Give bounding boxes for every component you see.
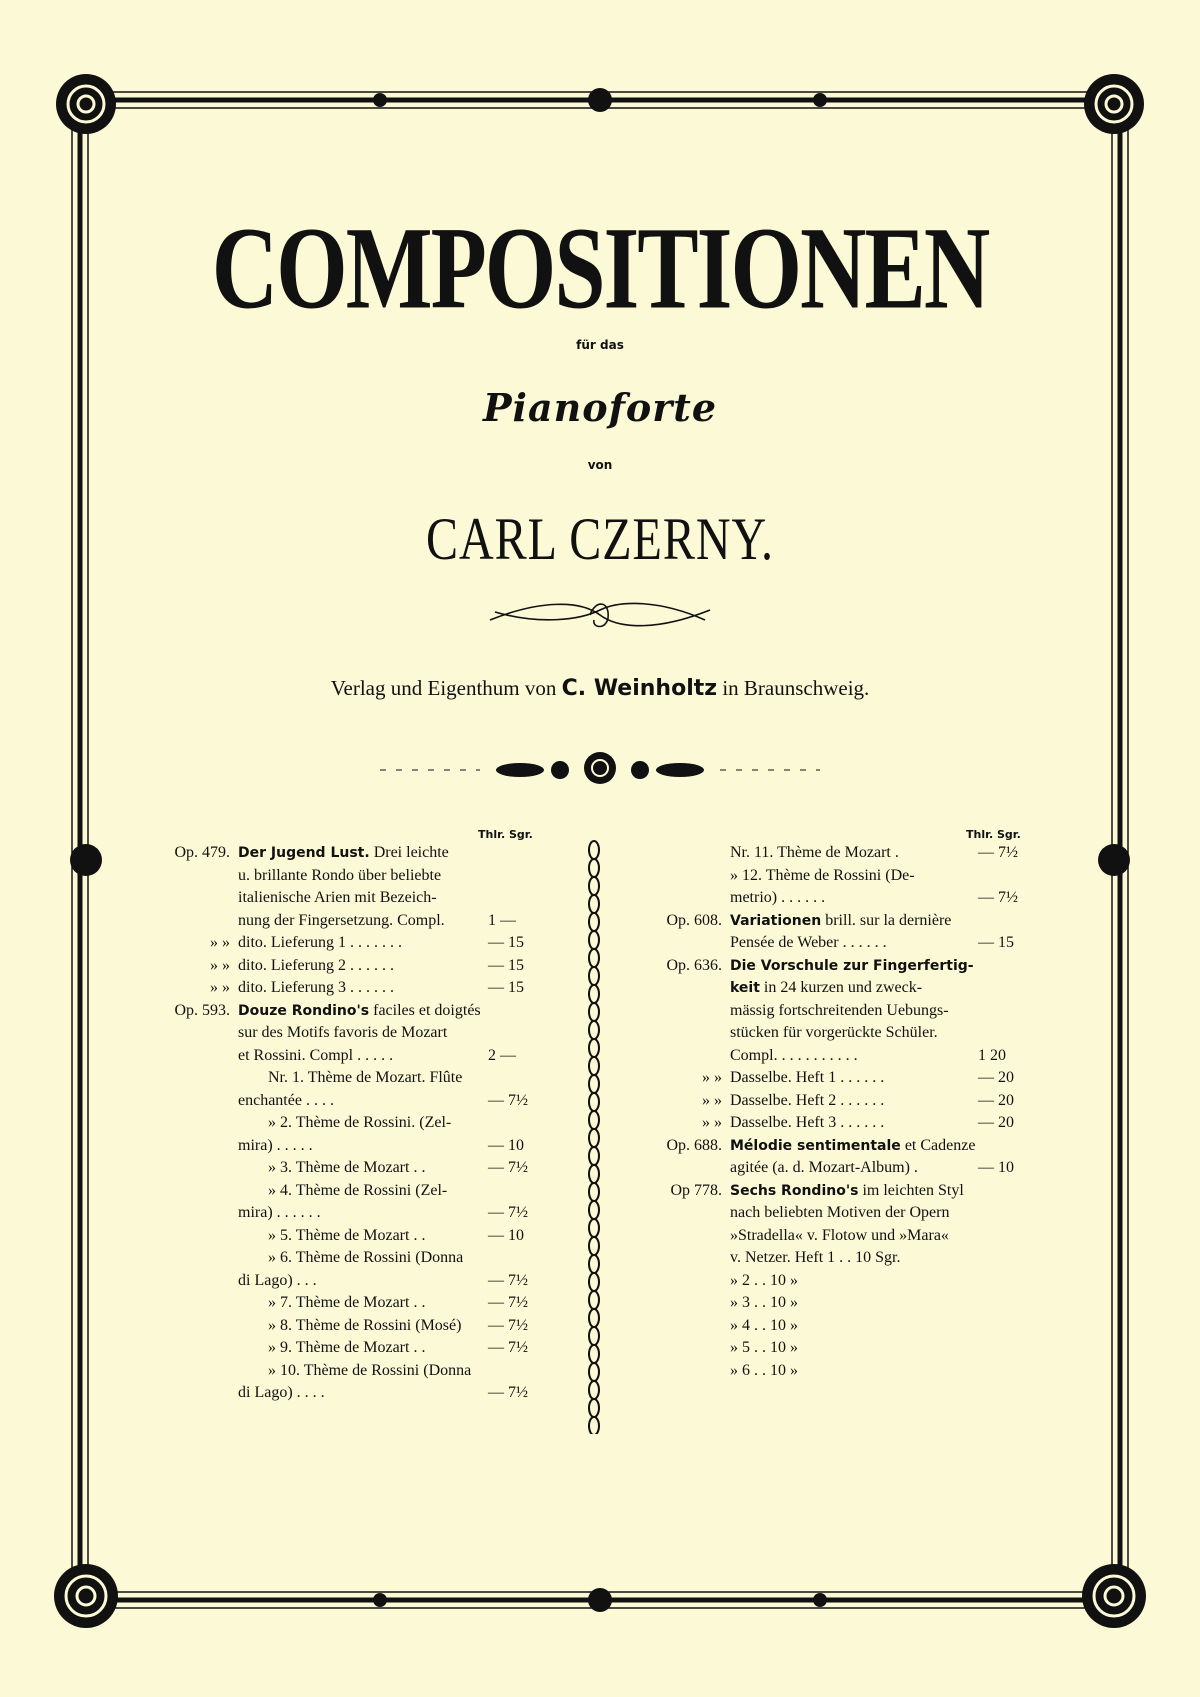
entry-text: mira) . . . . . . (238, 1204, 321, 1221)
catalogue-entry (150, 1022, 550, 1045)
entry-description (730, 1360, 978, 1383)
opus-number: » » (702, 1114, 722, 1131)
entry-price: — 7½ (488, 1316, 528, 1334)
entry-price: — 7½ (978, 889, 1018, 906)
entry-text: » 3. Thème de Mozart . . (268, 1159, 426, 1176)
entry-description (238, 1337, 488, 1360)
work-title: Die Vorschule zur Fingerfertig- (730, 957, 974, 974)
entry-text: im leichten Styl (862, 1181, 964, 1199)
entry-description (238, 1022, 488, 1045)
entry-text: et Rossini. Compl . . . . . (238, 1046, 394, 1064)
entry-description (730, 1112, 978, 1135)
entry-text: Pensée de Weber . . . . . . (730, 934, 887, 951)
entry-price: — 7½ (488, 1294, 528, 1311)
entry-description (730, 955, 978, 978)
catalogue-entry (150, 1247, 550, 1270)
entry-text: Nr. 1. Thème de Mozart. Flûte (268, 1069, 463, 1086)
entry-price: — 7½ (488, 1271, 528, 1289)
catalogue-entry (150, 932, 550, 955)
entry-description (730, 865, 978, 888)
entry-price: — 15 (488, 956, 524, 974)
catalogue-entry (636, 1157, 1040, 1180)
catalogue-entry (150, 1180, 550, 1203)
catalogue-entry (150, 1315, 550, 1338)
entry-description (238, 1067, 488, 1090)
entry-description (730, 1247, 978, 1270)
entry-price: — 15 (488, 934, 524, 951)
entry-price: — 7½ (488, 1339, 528, 1356)
entry-description (730, 977, 978, 1000)
entry-text: di Lago) . . . (238, 1271, 317, 1289)
catalogue-entry (636, 865, 1040, 888)
entry-price: — 15 (978, 934, 1014, 951)
entry-description (238, 1225, 488, 1248)
entry-description (730, 1000, 978, 1023)
entry-text: » 3 . . 10 » (730, 1294, 798, 1311)
catalogue-entry (636, 1022, 1040, 1045)
catalogue-entry (150, 1090, 550, 1113)
work-title: Douze Rondino's (238, 1002, 370, 1019)
divider-ornament (380, 748, 820, 792)
entry-text: » 6. Thème de Rossini (Donna (268, 1249, 464, 1266)
opus-number: Op 778. (670, 1181, 722, 1199)
catalogue-entry (150, 1135, 550, 1158)
entry-text: agitée (a. d. Mozart-Album) . (730, 1159, 918, 1176)
entry-description (238, 1315, 488, 1338)
entry-text: mira) . . . . . (238, 1136, 313, 1154)
entry-text: dito. Lieferung 3 . . . . . . (238, 979, 394, 996)
entry-description (238, 1382, 488, 1405)
entry-description (238, 955, 488, 978)
work-title: Mélodie sentimentale (730, 1137, 901, 1154)
catalogue-entry (636, 1360, 1040, 1383)
entry-text: » 4 . . 10 » (730, 1316, 798, 1334)
entry-text: » 8. Thème de Rossini (Mosé) (268, 1316, 462, 1334)
entry-description (238, 1292, 488, 1315)
publisher-pre: Verlag und Eigenthum von (330, 676, 557, 700)
catalogue-entry (150, 1292, 550, 1315)
catalogue-entry (150, 865, 550, 888)
entry-description (730, 842, 978, 865)
entry-description (238, 1090, 488, 1113)
entry-text: enchantée . . . . (238, 1091, 334, 1109)
entry-price: 1 — (488, 911, 516, 929)
entry-description (730, 1225, 978, 1248)
entry-description (730, 1135, 978, 1158)
opus-number: » » (210, 979, 230, 996)
entry-text: » 5. Thème de Mozart . . (268, 1226, 426, 1244)
entry-text: nung der Fingersetzung. Compl. (238, 911, 445, 929)
publisher-post: in Braunschweig. (722, 676, 870, 700)
catalogue-entry (150, 1000, 550, 1023)
entry-description (730, 1157, 978, 1180)
entry-description (730, 1202, 978, 1225)
entry-description (730, 1090, 978, 1113)
catalogue-entry (636, 1067, 1040, 1090)
entry-description (730, 1337, 978, 1360)
catalogue-entry (636, 1112, 1040, 1135)
entry-description (238, 1135, 488, 1158)
entry-description (238, 1157, 488, 1180)
entry-price: — 7½ (488, 1091, 528, 1109)
entry-text: et Cadenze (904, 1136, 976, 1154)
catalogue-entry (636, 1292, 1040, 1315)
entry-price: — 7½ (488, 1204, 528, 1221)
entry-text: dito. Lieferung 1 . . . . . . . (238, 934, 402, 951)
catalogue-entry (636, 1202, 1040, 1225)
entry-text: » 7. Thème de Mozart . . (268, 1294, 426, 1311)
opus-number: » » (210, 956, 230, 974)
entry-text: di Lago) . . . . (238, 1384, 325, 1401)
entry-text: » 4. Thème de Rossini (Zel- (268, 1181, 448, 1199)
entry-price: — 20 (978, 1114, 1014, 1131)
catalogue-entry (636, 1270, 1040, 1293)
catalogue-entry (150, 1360, 550, 1383)
entry-price: — 15 (488, 979, 524, 996)
entry-text: brill. sur la dernière (825, 911, 952, 929)
publisher-name: C. Weinholtz (561, 676, 718, 701)
entry-description (238, 1202, 488, 1225)
entry-text: dito. Lieferung 2 . . . . . . (238, 956, 394, 974)
entry-text: » 5 . . 10 » (730, 1339, 798, 1356)
catalogue-entry (150, 1337, 550, 1360)
entry-description (730, 1022, 978, 1045)
page-title: COMPOSITIONEN (211, 202, 989, 334)
flourish-ornament (480, 590, 720, 640)
opus-number: Op. 593. (174, 1001, 230, 1019)
entry-description (238, 977, 488, 1000)
entry-description (238, 1247, 488, 1270)
opus-number: Op. 608. (666, 911, 722, 929)
catalogue-entry (150, 887, 550, 910)
catalogue-entry (150, 1157, 550, 1180)
column-divider-chain (582, 838, 606, 1434)
entry-text: » 2 . . 10 » (730, 1271, 798, 1289)
entry-text: metrio) . . . . . . (730, 889, 826, 906)
opus-number: » » (702, 1069, 722, 1086)
entry-price: 2 — (488, 1046, 516, 1064)
entry-description (238, 865, 488, 888)
catalogue-left (150, 828, 550, 1405)
work-title: keit (730, 980, 760, 996)
entry-text: » 2. Thème de Rossini. (Zel- (268, 1114, 452, 1131)
opus-number: Op. 688. (666, 1136, 722, 1154)
entry-description (238, 932, 488, 955)
entry-description (238, 1000, 488, 1023)
entry-text: Dasselbe. Heft 1 . . . . . . (730, 1069, 885, 1086)
price-header-left: Thlr. Sgr. (478, 828, 533, 841)
entry-price: — 10 (488, 1226, 524, 1244)
entry-description (238, 1270, 488, 1293)
entry-description (238, 1360, 488, 1383)
catalogue-entry (636, 1315, 1040, 1338)
work-title: Der Jugend Lust. (238, 845, 370, 861)
fuer-das-text: für das (576, 338, 624, 352)
entry-price: 1 20 (978, 1046, 1006, 1064)
instrument-title: Pianoforte (482, 385, 718, 430)
entry-price: — 10 (488, 1136, 524, 1154)
catalogue-entry (636, 1337, 1040, 1360)
entry-price: — 7½ (978, 844, 1018, 861)
entry-text: in 24 kurzen und zweck- (763, 979, 923, 996)
catalogue-entry (636, 932, 1040, 955)
entry-text: v. Netzer. Heft 1 . . 10 Sgr. (730, 1249, 901, 1266)
entry-text: » 9. Thème de Mozart . . (268, 1339, 426, 1356)
entry-text: faciles et doigtés (373, 1001, 481, 1019)
catalogue-entry (150, 1225, 550, 1248)
entry-description (238, 842, 488, 865)
entry-description (238, 1112, 488, 1135)
entry-text: Drei leichte (373, 844, 449, 861)
entry-text: » 10. Thème de Rossini (Donna (268, 1361, 472, 1379)
catalogue-entry (150, 1270, 550, 1293)
entry-description (238, 1180, 488, 1203)
catalogue-entry (636, 1135, 1040, 1158)
entry-text: »Stradella« v. Flotow und »Mara« (730, 1226, 949, 1244)
entry-description (238, 910, 488, 933)
entry-description (238, 1045, 488, 1068)
entry-text: Compl. . . . . . . . . . . (730, 1046, 858, 1064)
catalogue-entry (636, 1180, 1040, 1203)
opus-number: » » (702, 1091, 722, 1109)
entry-price: — 20 (978, 1091, 1014, 1109)
entry-price: — 20 (978, 1069, 1014, 1086)
von-text: von (587, 458, 613, 472)
opus-number: Op. 479. (174, 844, 230, 861)
catalogue-entry (636, 1000, 1040, 1023)
publisher-line (0, 676, 1200, 701)
entry-text: Dasselbe. Heft 2 . . . . . . (730, 1091, 885, 1109)
entry-price: — 10 (978, 1159, 1014, 1176)
entry-description (730, 1180, 978, 1203)
entry-text: mässig fortschreitenden Uebungs- (730, 1001, 949, 1019)
entry-description (730, 910, 978, 933)
opus-number: Op. 636. (666, 956, 722, 974)
entry-price: — 7½ (488, 1384, 528, 1401)
entry-price: — 7½ (488, 1159, 528, 1176)
catalogue-entry (150, 1067, 550, 1090)
catalogue-entry (150, 977, 550, 1000)
catalogue-right (636, 828, 1040, 1382)
entry-text: italienische Arien mit Bezeich- (238, 889, 437, 906)
entry-text: » 6 . . 10 » (730, 1361, 798, 1379)
catalogue-entry (150, 1382, 550, 1405)
entry-description (730, 1292, 978, 1315)
catalogue-entry (636, 910, 1040, 933)
catalogue-entry (636, 887, 1040, 910)
entry-text: u. brillante Rondo über beliebte (238, 866, 442, 884)
price-header-right: Thlr. Sgr. (966, 828, 1021, 841)
work-title: Variationen (730, 912, 822, 929)
entry-text: » 12. Thème de Rossini (De- (730, 866, 915, 884)
catalogue-entry (636, 1247, 1040, 1270)
catalogue-entry (636, 955, 1040, 978)
entry-description (730, 887, 978, 910)
catalogue-entry (150, 1112, 550, 1135)
entry-description (238, 887, 488, 910)
catalogue-entry (150, 1202, 550, 1225)
entry-description (730, 932, 978, 955)
entry-text: Nr. 11. Thème de Mozart . (730, 844, 899, 861)
catalogue-entry (636, 1090, 1040, 1113)
entry-text: sur des Motifs favoris de Mozart (238, 1024, 448, 1041)
entry-text: nach beliebten Motiven der Opern (730, 1204, 950, 1221)
catalogue-entry (150, 955, 550, 978)
entry-description (730, 1067, 978, 1090)
entry-description (730, 1045, 978, 1068)
catalogue-entry (150, 910, 550, 933)
catalogue-entry (150, 1045, 550, 1068)
opus-number: » » (210, 934, 230, 951)
composer-name: CARL CZERNY. (425, 506, 775, 573)
entry-description (730, 1315, 978, 1338)
entry-text: Dasselbe. Heft 3 . . . . . . (730, 1114, 885, 1131)
catalogue-entry (636, 977, 1040, 1000)
catalogue-entry (636, 1225, 1040, 1248)
work-title: Sechs Rondino's (730, 1182, 859, 1199)
entry-text: stücken für vorgerückte Schüler. (730, 1024, 938, 1041)
entry-description (730, 1270, 978, 1293)
catalogue-entry (636, 1045, 1040, 1068)
